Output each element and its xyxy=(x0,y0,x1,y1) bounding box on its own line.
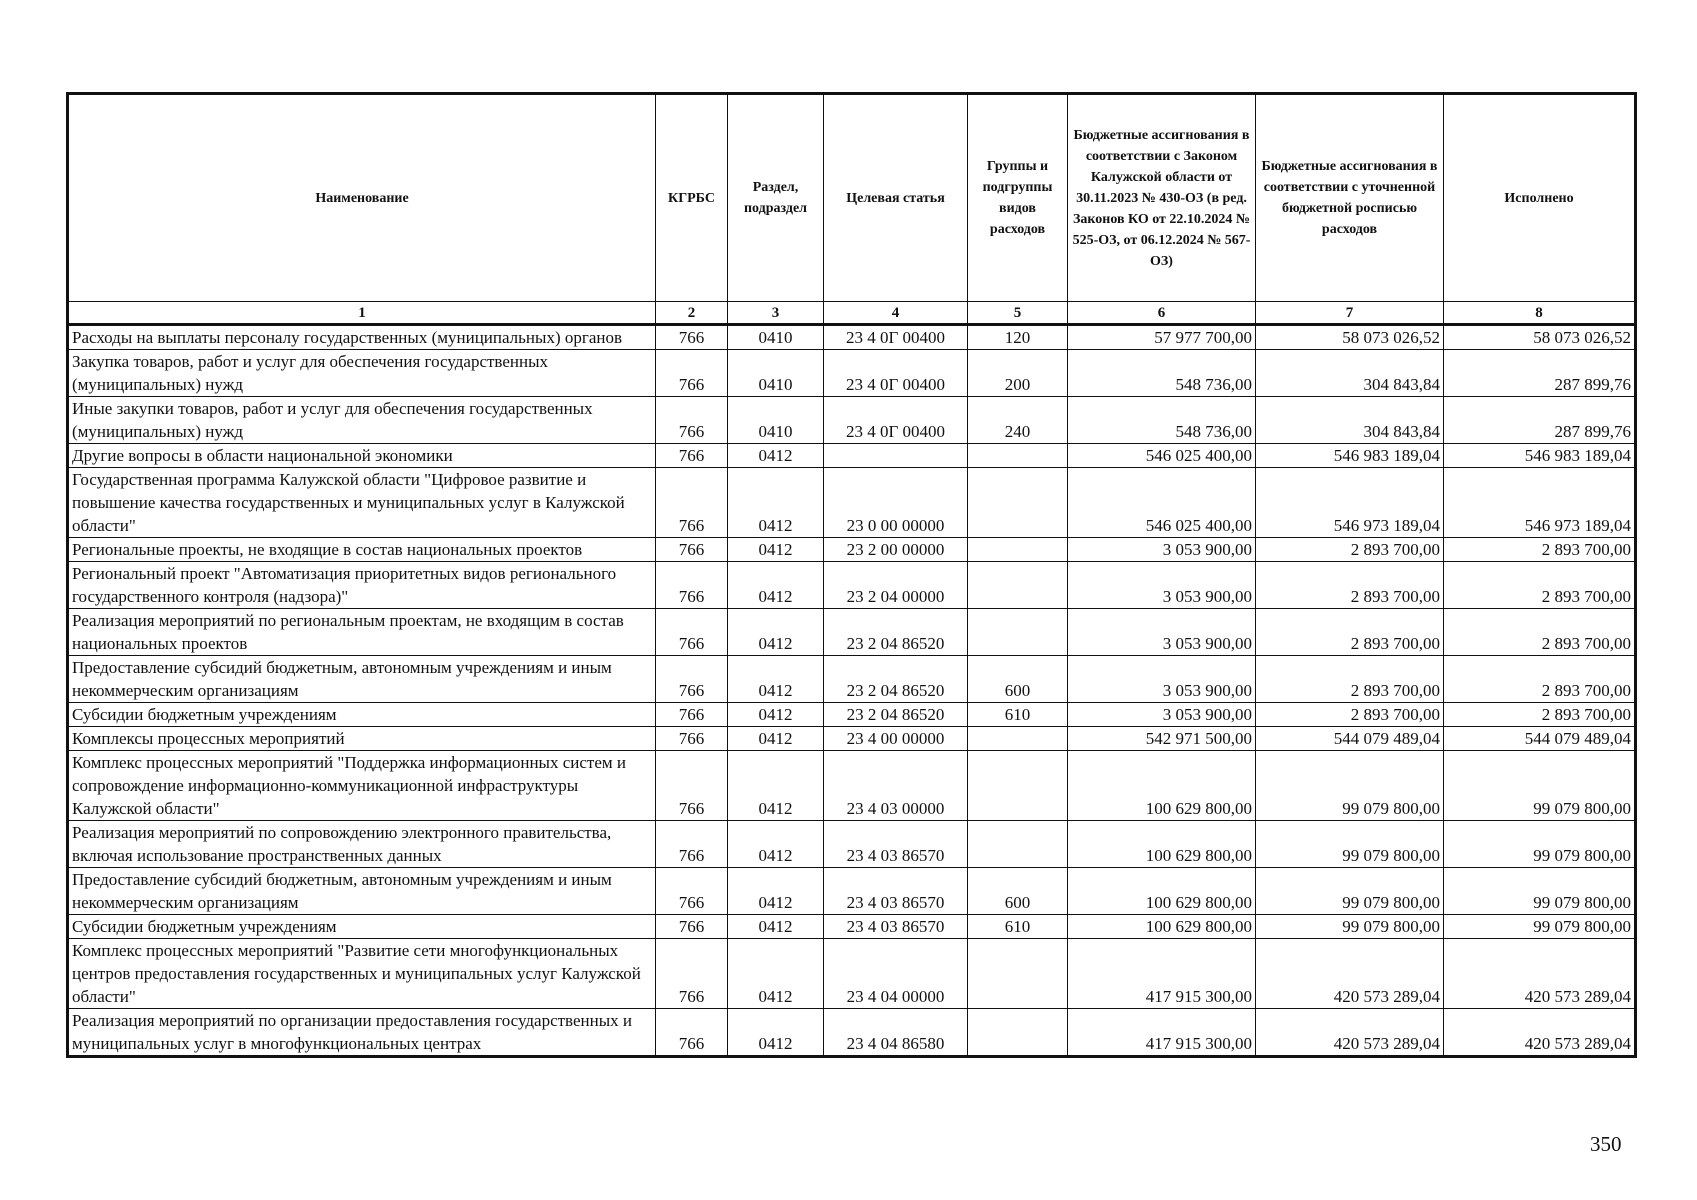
row-law-allocation: 548 736,00 xyxy=(1068,397,1256,444)
row-name: Субсидии бюджетным учреждениям xyxy=(68,915,656,939)
table-row xyxy=(68,751,1636,821)
row-expense-group xyxy=(968,609,1068,656)
row-executed: 99 079 800,00 xyxy=(1444,868,1636,915)
row-executed: 99 079 800,00 xyxy=(1444,821,1636,868)
row-refined-allocation: 99 079 800,00 xyxy=(1256,915,1444,939)
row-expense-group: 120 xyxy=(968,325,1068,350)
row-expense-group xyxy=(968,821,1068,868)
row-kgrbs: 766 xyxy=(656,444,728,468)
row-refined-allocation: 2 893 700,00 xyxy=(1256,562,1444,609)
row-section: 0410 xyxy=(728,397,824,444)
row-kgrbs: 766 xyxy=(656,727,728,751)
row-kgrbs: 766 xyxy=(656,609,728,656)
row-target-article xyxy=(824,444,968,468)
header-expense-groups: Группы и подгруппы видов расходов xyxy=(968,94,1068,302)
row-section: 0412 xyxy=(728,703,824,727)
row-kgrbs: 766 xyxy=(656,915,728,939)
row-refined-allocation: 304 843,84 xyxy=(1256,397,1444,444)
row-law-allocation: 3 053 900,00 xyxy=(1068,609,1256,656)
table-header xyxy=(68,94,1636,325)
header-executed: Исполнено xyxy=(1444,94,1636,302)
row-kgrbs: 766 xyxy=(656,703,728,727)
row-executed: 2 893 700,00 xyxy=(1444,538,1636,562)
row-executed: 287 899,76 xyxy=(1444,397,1636,444)
row-target-article: 23 4 0Г 00400 xyxy=(824,325,968,350)
row-name: Комплексы процессных мероприятий xyxy=(68,727,656,751)
row-expense-group xyxy=(968,444,1068,468)
row-refined-allocation: 420 573 289,04 xyxy=(1256,939,1444,1009)
row-expense-group xyxy=(968,751,1068,821)
table-row xyxy=(68,1009,1636,1057)
header-law-allocations: Бюджетные ассигнования в соответствии с Законом Калужской области от 30.11.2023 № 430-ОЗ (в ред. Законов КО от 22.10.2024 № 525-ОЗ, от 06.12.2024 № 567-ОЗ) xyxy=(1068,94,1256,302)
row-section: 0412 xyxy=(728,868,824,915)
row-refined-allocation: 420 573 289,04 xyxy=(1256,1009,1444,1057)
column-number: 2 xyxy=(656,302,728,325)
row-executed: 2 893 700,00 xyxy=(1444,656,1636,703)
row-law-allocation: 548 736,00 xyxy=(1068,350,1256,397)
row-refined-allocation: 2 893 700,00 xyxy=(1256,656,1444,703)
row-expense-group: 610 xyxy=(968,703,1068,727)
row-law-allocation: 546 025 400,00 xyxy=(1068,468,1256,538)
row-target-article: 23 2 04 86520 xyxy=(824,609,968,656)
row-section: 0412 xyxy=(728,656,824,703)
row-executed: 2 893 700,00 xyxy=(1444,609,1636,656)
row-expense-group xyxy=(968,538,1068,562)
row-law-allocation: 100 629 800,00 xyxy=(1068,821,1256,868)
table-row xyxy=(68,939,1636,1009)
row-expense-group: 610 xyxy=(968,915,1068,939)
row-section: 0410 xyxy=(728,325,824,350)
row-section: 0412 xyxy=(728,562,824,609)
row-section: 0410 xyxy=(728,350,824,397)
row-name: Другие вопросы в области национальной экономики xyxy=(68,444,656,468)
row-kgrbs: 766 xyxy=(656,562,728,609)
table-body xyxy=(68,325,1636,1057)
row-section: 0412 xyxy=(728,751,824,821)
row-kgrbs: 766 xyxy=(656,939,728,1009)
row-name: Региональный проект "Автоматизация приоритетных видов регионального государственного контроля (надзора)" xyxy=(68,562,656,609)
row-executed: 2 893 700,00 xyxy=(1444,562,1636,609)
row-target-article: 23 4 04 86580 xyxy=(824,1009,968,1057)
column-number: 1 xyxy=(68,302,656,325)
row-section: 0412 xyxy=(728,538,824,562)
column-number: 6 xyxy=(1068,302,1256,325)
row-law-allocation: 100 629 800,00 xyxy=(1068,868,1256,915)
row-refined-allocation: 99 079 800,00 xyxy=(1256,751,1444,821)
table-row xyxy=(68,656,1636,703)
row-section: 0412 xyxy=(728,609,824,656)
header-refined-allocations: Бюджетные ассигнования в соответствии с уточненной бюджетной росписью расходов xyxy=(1256,94,1444,302)
row-executed: 544 079 489,04 xyxy=(1444,727,1636,751)
row-target-article: 23 4 03 86570 xyxy=(824,821,968,868)
header-name: Наименование xyxy=(68,94,656,302)
row-law-allocation: 3 053 900,00 xyxy=(1068,703,1256,727)
row-name: Региональные проекты, не входящие в состав национальных проектов xyxy=(68,538,656,562)
row-refined-allocation: 99 079 800,00 xyxy=(1256,821,1444,868)
row-kgrbs: 766 xyxy=(656,325,728,350)
row-law-allocation: 417 915 300,00 xyxy=(1068,1009,1256,1057)
row-expense-group: 200 xyxy=(968,350,1068,397)
header-kgrbs: КГРБС xyxy=(656,94,728,302)
row-section: 0412 xyxy=(728,915,824,939)
row-name: Предоставление субсидий бюджетным, автономным учреждениям и иным некоммерческим организациям xyxy=(68,656,656,703)
row-law-allocation: 546 025 400,00 xyxy=(1068,444,1256,468)
row-law-allocation: 542 971 500,00 xyxy=(1068,727,1256,751)
row-law-allocation: 417 915 300,00 xyxy=(1068,939,1256,1009)
row-refined-allocation: 2 893 700,00 xyxy=(1256,609,1444,656)
row-expense-group xyxy=(968,1009,1068,1057)
row-section: 0412 xyxy=(728,468,824,538)
column-number: 4 xyxy=(824,302,968,325)
row-kgrbs: 766 xyxy=(656,538,728,562)
row-name: Расходы на выплаты персоналу государственных (муниципальных) органов xyxy=(68,325,656,350)
row-kgrbs: 766 xyxy=(656,468,728,538)
row-executed: 546 983 189,04 xyxy=(1444,444,1636,468)
header-section: Раздел, подраздел xyxy=(728,94,824,302)
row-executed: 420 573 289,04 xyxy=(1444,1009,1636,1057)
row-executed: 420 573 289,04 xyxy=(1444,939,1636,1009)
row-name: Реализация мероприятий по региональным проектам, не входящим в состав национальных проектов xyxy=(68,609,656,656)
row-section: 0412 xyxy=(728,1009,824,1057)
table-row xyxy=(68,538,1636,562)
table-row xyxy=(68,350,1636,397)
row-executed: 2 893 700,00 xyxy=(1444,703,1636,727)
column-number: 8 xyxy=(1444,302,1636,325)
table-row xyxy=(68,444,1636,468)
row-expense-group: 600 xyxy=(968,868,1068,915)
row-kgrbs: 766 xyxy=(656,751,728,821)
table-row xyxy=(68,868,1636,915)
row-executed: 99 079 800,00 xyxy=(1444,751,1636,821)
row-target-article: 23 4 03 86570 xyxy=(824,915,968,939)
row-law-allocation: 100 629 800,00 xyxy=(1068,915,1256,939)
row-target-article: 23 2 04 00000 xyxy=(824,562,968,609)
row-executed: 58 073 026,52 xyxy=(1444,325,1636,350)
table-row xyxy=(68,727,1636,751)
row-expense-group: 600 xyxy=(968,656,1068,703)
row-refined-allocation: 2 893 700,00 xyxy=(1256,703,1444,727)
row-expense-group: 240 xyxy=(968,397,1068,444)
row-target-article: 23 4 00 00000 xyxy=(824,727,968,751)
row-name: Комплекс процессных мероприятий "Поддержка информационных систем и сопровождение информационно-коммуникационной инфраструктуры Калужской области" xyxy=(68,751,656,821)
row-target-article: 23 2 04 86520 xyxy=(824,703,968,727)
row-section: 0412 xyxy=(728,444,824,468)
row-name: Субсидии бюджетным учреждениям xyxy=(68,703,656,727)
row-refined-allocation: 544 079 489,04 xyxy=(1256,727,1444,751)
header-row xyxy=(68,94,1636,302)
row-target-article: 23 2 04 86520 xyxy=(824,656,968,703)
table-row xyxy=(68,397,1636,444)
row-law-allocation: 3 053 900,00 xyxy=(1068,562,1256,609)
row-name: Реализация мероприятий по сопровождению электронного правительства, включая использование пространственных данных xyxy=(68,821,656,868)
row-law-allocation: 57 977 700,00 xyxy=(1068,325,1256,350)
row-section: 0412 xyxy=(728,939,824,1009)
row-name: Государственная программа Калужской области "Цифровое развитие и повышение качества государственных и муниципальных услуг в Калужской области" xyxy=(68,468,656,538)
row-refined-allocation: 546 983 189,04 xyxy=(1256,444,1444,468)
column-number: 5 xyxy=(968,302,1068,325)
row-expense-group xyxy=(968,468,1068,538)
row-name: Комплекс процессных мероприятий "Развитие сети многофункциональных центров предоставления государственных и муниципальных услуг Калужской области" xyxy=(68,939,656,1009)
table-row xyxy=(68,609,1636,656)
table-row xyxy=(68,468,1636,538)
table-row xyxy=(68,562,1636,609)
row-refined-allocation: 304 843,84 xyxy=(1256,350,1444,397)
column-number: 7 xyxy=(1256,302,1444,325)
row-refined-allocation: 2 893 700,00 xyxy=(1256,538,1444,562)
row-target-article: 23 2 00 00000 xyxy=(824,538,968,562)
budget-table xyxy=(66,92,1637,1058)
row-law-allocation: 100 629 800,00 xyxy=(1068,751,1256,821)
row-target-article: 23 0 00 00000 xyxy=(824,468,968,538)
row-refined-allocation: 58 073 026,52 xyxy=(1256,325,1444,350)
row-expense-group xyxy=(968,562,1068,609)
row-target-article: 23 4 04 00000 xyxy=(824,939,968,1009)
row-executed: 287 899,76 xyxy=(1444,350,1636,397)
column-number-row xyxy=(68,302,1636,325)
row-target-article: 23 4 0Г 00400 xyxy=(824,397,968,444)
row-kgrbs: 766 xyxy=(656,397,728,444)
row-kgrbs: 766 xyxy=(656,868,728,915)
row-target-article: 23 4 03 00000 xyxy=(824,751,968,821)
table-row xyxy=(68,915,1636,939)
row-section: 0412 xyxy=(728,727,824,751)
row-target-article: 23 4 0Г 00400 xyxy=(824,350,968,397)
row-executed: 99 079 800,00 xyxy=(1444,915,1636,939)
table-row xyxy=(68,325,1636,350)
row-kgrbs: 766 xyxy=(656,821,728,868)
table-row xyxy=(68,703,1636,727)
row-executed: 546 973 189,04 xyxy=(1444,468,1636,538)
page-number: 350 xyxy=(1590,1132,1622,1156)
column-number: 3 xyxy=(728,302,824,325)
header-target-article: Целевая статья xyxy=(824,94,968,302)
row-section: 0412 xyxy=(728,821,824,868)
row-kgrbs: 766 xyxy=(656,656,728,703)
row-kgrbs: 766 xyxy=(656,350,728,397)
row-name: Реализация мероприятий по организации предоставления государственных и муниципальных услуг в многофункциональных центрах xyxy=(68,1009,656,1057)
row-law-allocation: 3 053 900,00 xyxy=(1068,656,1256,703)
row-kgrbs: 766 xyxy=(656,1009,728,1057)
row-name: Иные закупки товаров, работ и услуг для обеспечения государственных (муниципальных) нужд xyxy=(68,397,656,444)
row-expense-group xyxy=(968,939,1068,1009)
table-row xyxy=(68,821,1636,868)
row-name: Предоставление субсидий бюджетным, автономным учреждениям и иным некоммерческим организациям xyxy=(68,868,656,915)
row-expense-group xyxy=(968,727,1068,751)
row-target-article: 23 4 03 86570 xyxy=(824,868,968,915)
row-refined-allocation: 546 973 189,04 xyxy=(1256,468,1444,538)
row-refined-allocation: 99 079 800,00 xyxy=(1256,868,1444,915)
row-name: Закупка товаров, работ и услуг для обеспечения государственных (муниципальных) нужд xyxy=(68,350,656,397)
row-law-allocation: 3 053 900,00 xyxy=(1068,538,1256,562)
